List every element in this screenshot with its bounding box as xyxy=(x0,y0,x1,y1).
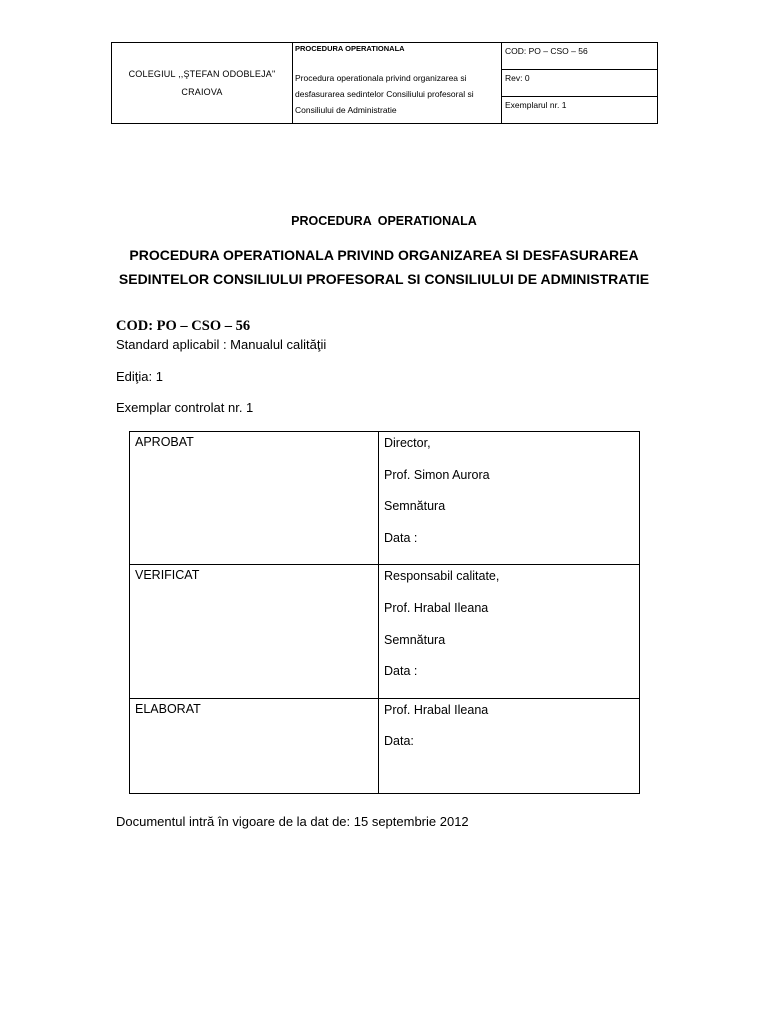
approval-signature: Semnătura xyxy=(384,499,446,514)
procedure-title: PROCEDURA OPERATIONALA xyxy=(295,44,405,53)
approval-table xyxy=(129,431,640,794)
approval-label: ELABORAT xyxy=(130,698,379,793)
approval-details xyxy=(379,432,640,565)
procedure-desc-line: desfasurarea sedintelor Consiliului profesoral si xyxy=(295,89,474,99)
document-code: COD: PO – CSO – 56 xyxy=(116,318,251,334)
header-rev: Rev: 0 xyxy=(502,70,657,97)
approval-row xyxy=(130,565,640,698)
approval-person: Prof. Hrabal Ileana xyxy=(384,600,489,615)
approval-date: Data : xyxy=(384,664,418,679)
institution-cell xyxy=(112,43,293,124)
standard-text: Standard aplicabil : Manualul calităţii xyxy=(116,337,327,352)
header-code: COD: PO – CSO – 56 xyxy=(502,43,657,70)
approval-label: VERIFICAT xyxy=(130,565,379,698)
approval-row xyxy=(130,432,640,565)
approval-role: Director, xyxy=(384,436,431,450)
approval-role: Responsabil calitate, xyxy=(384,569,500,584)
procedure-description xyxy=(293,54,501,118)
edition-text: Ediţia: 1 xyxy=(116,369,163,384)
approval-date: Data: xyxy=(384,734,414,749)
procedure-desc-line: Consiliului de Administratie xyxy=(295,105,397,115)
effective-date-text: Documentul intră în vigoare de la dat de: 15 septembrie 2012 xyxy=(116,814,469,829)
approval-person: Prof. Simon Aurora xyxy=(384,467,490,482)
approval-signature: Semnătura xyxy=(384,632,446,647)
institution-name: COLEGIUL ,,ŞTEFAN ODOBLEJA" xyxy=(128,69,276,79)
document-title: PROCEDURA OPERATIONALA xyxy=(291,214,477,228)
approval-details xyxy=(379,565,640,698)
subtitle-line: SEDINTELOR CONSILIULUI PROFESORAL SI CONSILIULUI DE ADMINISTRATIE xyxy=(118,271,650,287)
procedure-cell xyxy=(293,43,502,124)
approval-person: Prof. Hrabal Ileana xyxy=(384,702,489,717)
subtitle-line: PROCEDURA OPERATIONALA PRIVIND ORGANIZAREA SI DESFASURAREA xyxy=(129,247,639,263)
institution-city: CRAIOVA xyxy=(181,87,223,97)
header-exemplar: Exemplarul nr. 1 xyxy=(505,100,567,110)
document-subtitle xyxy=(0,243,768,291)
approval-row xyxy=(130,698,640,793)
approval-details xyxy=(379,698,640,793)
procedure-desc-line: Procedura operationala privind organizarea si xyxy=(295,73,467,83)
header-table xyxy=(111,42,658,124)
approval-date: Data : xyxy=(384,530,418,545)
controlled-copy-text: Exemplar controlat nr. 1 xyxy=(116,400,254,415)
approval-label: APROBAT xyxy=(130,432,379,565)
code-cell xyxy=(502,43,658,124)
